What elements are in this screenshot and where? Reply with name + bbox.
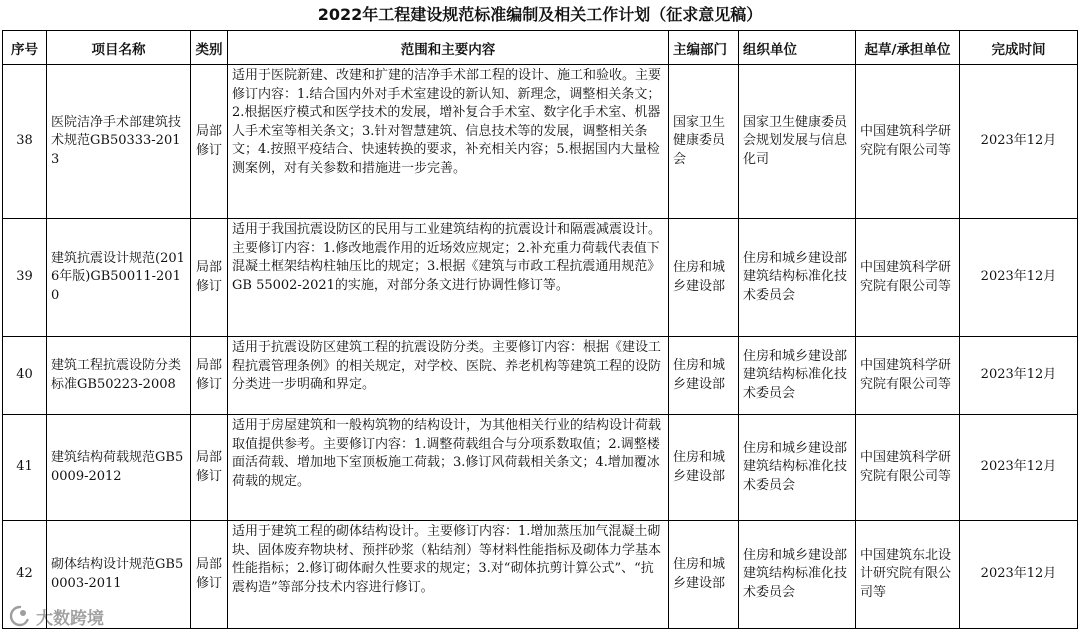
row-drafter: 中国建筑科学研究院有限公司等	[856, 337, 960, 415]
row-drafter: 中国建筑科学研究院有限公司等	[856, 65, 960, 219]
row-scope: 适用于建筑工程的砌体结构设计。主要修订内容：1.增加蒸压加气混凝土砌块、固体废弃物块材、预拌砂浆（粘结剂）等材料性能指标及砌体力学基本性能指标；2.修订砌体耐久性要求的规定；3.对“砌体抗剪计算公式”、“抗震构造”等部分技术内容进行修订。	[228, 521, 669, 629]
row-scope: 适用于我国抗震设防区的民用与工业建筑结构的抗震设计和隔震减震设计。主要修订内容：1.修改地震作用的近场效应规定；2.补充重力荷载代表值下混凝土框架结构柱轴压比的规定；3.根据《建筑与市政工程抗震通用规范》GB 55002-2021的实施，对部分条文进行协调性修订等。	[228, 219, 669, 337]
row-name: 建筑抗震设计规范(2016年版)GB50011-2010	[47, 219, 191, 337]
row-organizer: 住房和城乡建设部建筑结构标准化技术委员会	[739, 415, 856, 521]
row-name: 医院洁净手术部建筑技术规范GB50333-2013	[47, 65, 191, 219]
row-scope: 适用于医院新建、改建和扩建的洁净手术部工程的设计、施工和验收。主要修订内容：1.结合国内外对手术室建设的新认知、新理念，调整相关条文；2.根据医疗模式和医学技术的发展，增补复合手术室、数字化手术室、机器人手术室等相关条文；3.针对智慧建筑、信息技术等的发展，调整相关条文；4.按照平疫结合、快速转换的要求，补充相关内容；5.根据国内大量检测案例，对有关参数和措施进一步完善。	[228, 65, 669, 219]
row-editor: 住房和城乡建设部	[669, 521, 739, 629]
row-scope: 适用于抗震设防区建筑工程的抗震设防分类。主要修订内容：根据《建设工程抗震管理条例》的相关规定，对学校、医院、养老机构等建筑工程的设防分类进一步明确和界定。	[228, 337, 669, 415]
row-index: 41	[3, 415, 47, 521]
row-organizer: 住房和城乡建设部建筑结构标准化技术委员会	[739, 521, 856, 629]
row-drafter: 中国建筑科学研究院有限公司等	[856, 219, 960, 337]
table-row	[3, 65, 1078, 219]
header-name: 项目名称	[47, 31, 191, 65]
header-completion: 完成时间	[960, 31, 1078, 65]
watermark	[8, 603, 104, 629]
row-drafter: 中国建筑科学研究院有限公司等	[856, 415, 960, 521]
row-category: 局部修订	[191, 65, 228, 219]
table-row	[3, 521, 1078, 629]
table-row	[3, 415, 1078, 521]
table-row	[3, 337, 1078, 415]
watermark-text: 大数跨境	[36, 608, 104, 629]
row-organizer: 住房和城乡建设部建筑结构标准化技术委员会	[739, 337, 856, 415]
row-editor: 住房和城乡建设部	[669, 337, 739, 415]
header-drafter: 起草/承担单位	[856, 31, 960, 65]
table-row	[3, 219, 1078, 337]
header-scope: 范围和主要内容	[228, 31, 669, 65]
row-editor: 住房和城乡建设部	[669, 219, 739, 337]
row-category: 局部修订	[191, 219, 228, 337]
row-name: 建筑工程抗震设防分类标准GB50223-2008	[47, 337, 191, 415]
row-index: 38	[3, 65, 47, 219]
row-name: 建筑结构荷载规范GB50009-2012	[47, 415, 191, 521]
row-completion: 2023年12月	[960, 337, 1078, 415]
row-organizer: 国家卫生健康委员会规划发展与信息化司	[739, 65, 856, 219]
header-editor: 主编部门	[669, 31, 739, 65]
row-editor: 住房和城乡建设部	[669, 415, 739, 521]
row-category: 局部修订	[191, 337, 228, 415]
row-index: 40	[3, 337, 47, 415]
row-completion: 2023年12月	[960, 521, 1078, 629]
row-completion: 2023年12月	[960, 415, 1078, 521]
row-completion: 2023年12月	[960, 65, 1078, 219]
row-organizer: 住房和城乡建设部建筑结构标准化技术委员会	[739, 219, 856, 337]
row-drafter: 中国建筑东北设计研究院有限公司等	[856, 521, 960, 629]
header-organizer: 组织单位	[739, 31, 856, 65]
row-index: 42	[3, 521, 47, 629]
row-index: 39	[3, 219, 47, 337]
plan-table	[2, 30, 1078, 629]
row-category: 局部修订	[191, 521, 228, 629]
row-completion: 2023年12月	[960, 219, 1078, 337]
header-index: 序号	[3, 31, 47, 65]
row-name: 砌体结构设计规范GB50003-2011	[47, 521, 191, 629]
header-category: 类别	[191, 31, 228, 65]
row-scope: 适用于房屋建筑和一般构筑物的结构设计，为其他相关行业的结构设计荷载取值提供参考。主要修订内容：1.调整荷载组合与分项系数取值；2.调整楼面活荷载、增加地下室顶板施工荷载；3.修订风荷载相关条文；4.增加覆冰荷载的规定。	[228, 415, 669, 521]
row-editor: 国家卫生健康委员会	[669, 65, 739, 219]
watermark-logo-icon	[8, 604, 32, 628]
row-category: 局部修订	[191, 415, 228, 521]
page-title: 2022年工程建设规范标准编制及相关工作计划（征求意见稿）	[317, 5, 763, 24]
header-row	[3, 31, 1078, 65]
